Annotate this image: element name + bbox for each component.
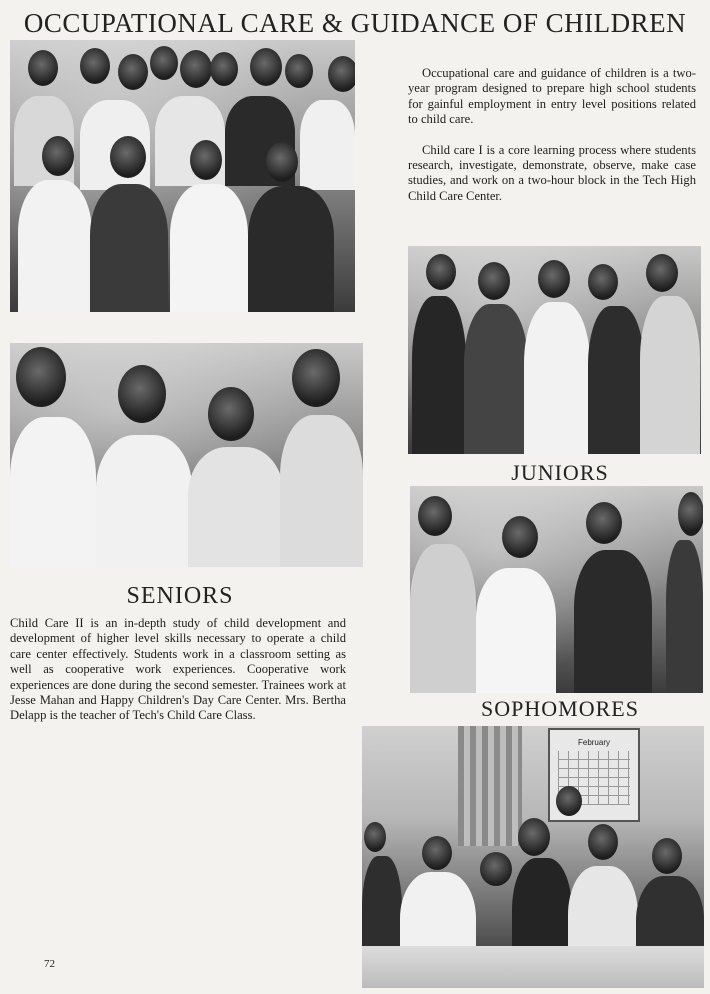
juniors-heading: JUNIORS (511, 460, 609, 485)
intro-text (408, 66, 696, 204)
juniors-photo (408, 246, 701, 454)
bulletin-board-label: February (577, 738, 610, 747)
classroom-photo (362, 726, 704, 988)
seniors-paragraph: Child Care II is an in-depth study of child development and development of higher level skills necessary to operate a child care center effectively. Students work in a classroom setting as well as cooperative work experiences. Cooperative work experiences are done during the second semester. Trainees work at Jesse Mahan and Happy Children's Day Care Center. Mrs. Bertha Delapp is the teacher of Tech's Child Care Class. (10, 616, 346, 723)
page-number: 72 (44, 958, 55, 970)
sophomores-heading: SOPHOMORES (481, 696, 639, 721)
page-title: OCCUPATIONAL CARE & GUIDANCE OF CHILDREN (23, 8, 687, 38)
seniors-text (10, 616, 346, 724)
intro-paragraph-2: Child care I is a core learning process where students research, investigate, demonstrate, observe, make case studies, and work on a two-hour block in the Tech High Child Care Center. (408, 142, 696, 203)
intro-paragraph-1: Occupational care and guidance of children is a two-year program designed to prepare high school students for gainful employment in entry level positions related to child care. (408, 66, 696, 127)
seniors-photo (10, 343, 363, 567)
sophomores-photo (410, 486, 703, 693)
seniors-heading: SENIORS (126, 583, 234, 609)
group-photo (10, 40, 355, 312)
